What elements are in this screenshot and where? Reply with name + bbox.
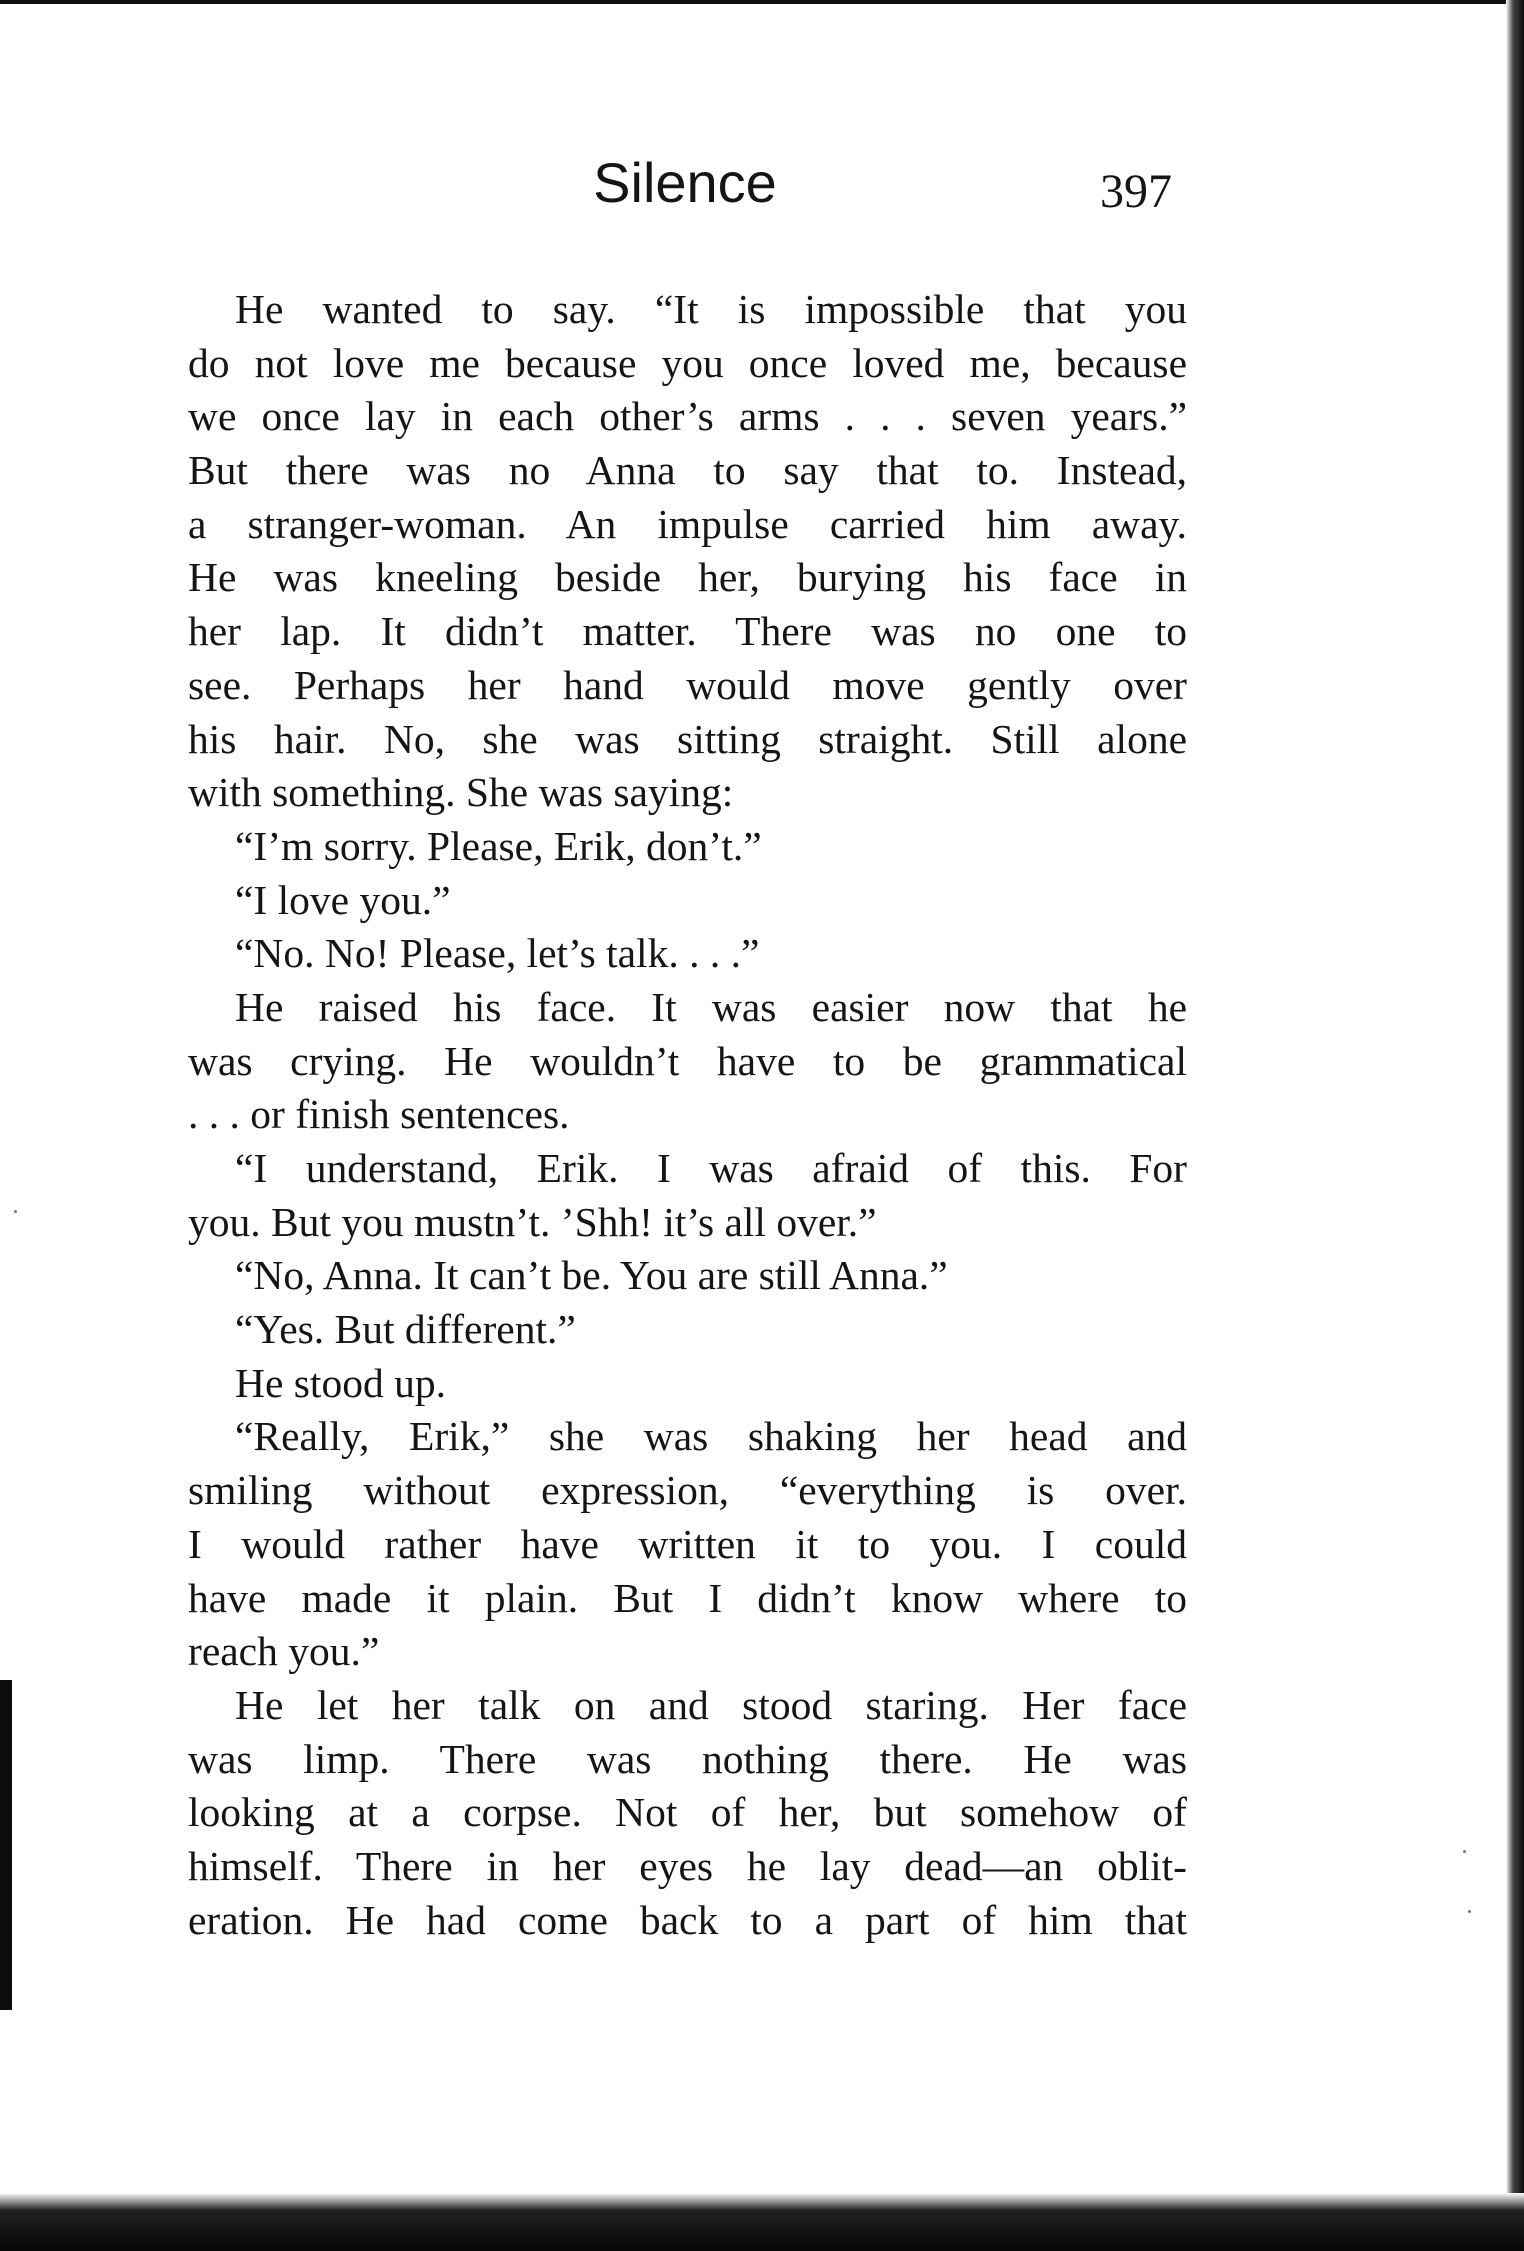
text-line: have made it plain. But I didn’t know where to	[188, 1574, 1187, 1621]
text-line: He wanted to say. “It is impossible that you	[235, 286, 1187, 332]
scan-speck	[14, 1210, 17, 1213]
text-line: you. But you mustn’t. ’Shh! it’s all over.”	[188, 1198, 877, 1245]
text-line: smiling without expression, “everything is over.	[188, 1467, 1187, 1514]
text-line: his hair. No, she was sitting straight. Still alone	[188, 715, 1187, 762]
text-line: was limp. There was nothing there. He was	[188, 1735, 1187, 1782]
running-head	[0, 150, 1524, 230]
text-line: we once lay in each other’s arms . . . seven years.”	[188, 393, 1187, 440]
text-line: eration. He had come back to a part of him that	[188, 1896, 1187, 1943]
text-line: with something. She was saying:	[188, 769, 734, 816]
scan-top-edge	[0, 0, 1524, 4]
text-line: “Yes. But different.”	[235, 1306, 576, 1353]
text-line: I would rather have written it to you. I could	[188, 1520, 1187, 1567]
text-line: “I love you.”	[235, 876, 451, 923]
text-line: her lap. It didn’t matter. There was no one to	[188, 608, 1187, 655]
binding-shadow	[0, 1680, 12, 2010]
text-line: reach you.”	[188, 1628, 380, 1675]
text-line: himself. There in her eyes he lay dead—an oblit-	[188, 1842, 1187, 1889]
page-number: 397	[1100, 165, 1172, 218]
text-line: “No, Anna. It can’t be. You are still Anna.”	[235, 1252, 948, 1299]
text-line: But there was no Anna to say that to. Instead,	[188, 447, 1187, 494]
text-line: “No. No! Please, let’s talk. . . .”	[235, 930, 760, 977]
scan-bottom-edge	[0, 2193, 1524, 2251]
text-line: . . . or finish sentences.	[188, 1091, 570, 1138]
text-line: a stranger-woman. An impulse carried him away.	[188, 500, 1187, 547]
text-line: He stood up.	[235, 1359, 446, 1406]
text-line: He let her talk on and stood staring. Her face	[235, 1681, 1187, 1728]
text-line: He was kneeling beside her, burying his face in	[188, 554, 1187, 601]
scan-right-edge	[1506, 0, 1524, 2251]
text-line: looking at a corpse. Not of her, but somehow of	[188, 1789, 1187, 1836]
scan-speck	[1463, 1850, 1466, 1853]
text-line: He raised his face. It was easier now that he	[235, 983, 1187, 1030]
text-line: “I understand, Erik. I was afraid of this. For	[235, 1145, 1187, 1191]
text-line: “Really, Erik,” she was shaking her head and	[235, 1413, 1187, 1460]
text-line: was crying. He wouldn’t have to be grammatical	[188, 1037, 1187, 1084]
text-line: “I’m sorry. Please, Erik, don’t.”	[235, 822, 762, 869]
text-line: do not love me because you once loved me, because	[188, 339, 1187, 386]
body-text	[188, 283, 1187, 1947]
running-title: Silence	[593, 151, 777, 214]
scan-speck	[1468, 1910, 1471, 1913]
text-line: see. Perhaps her hand would move gently over	[188, 661, 1187, 708]
